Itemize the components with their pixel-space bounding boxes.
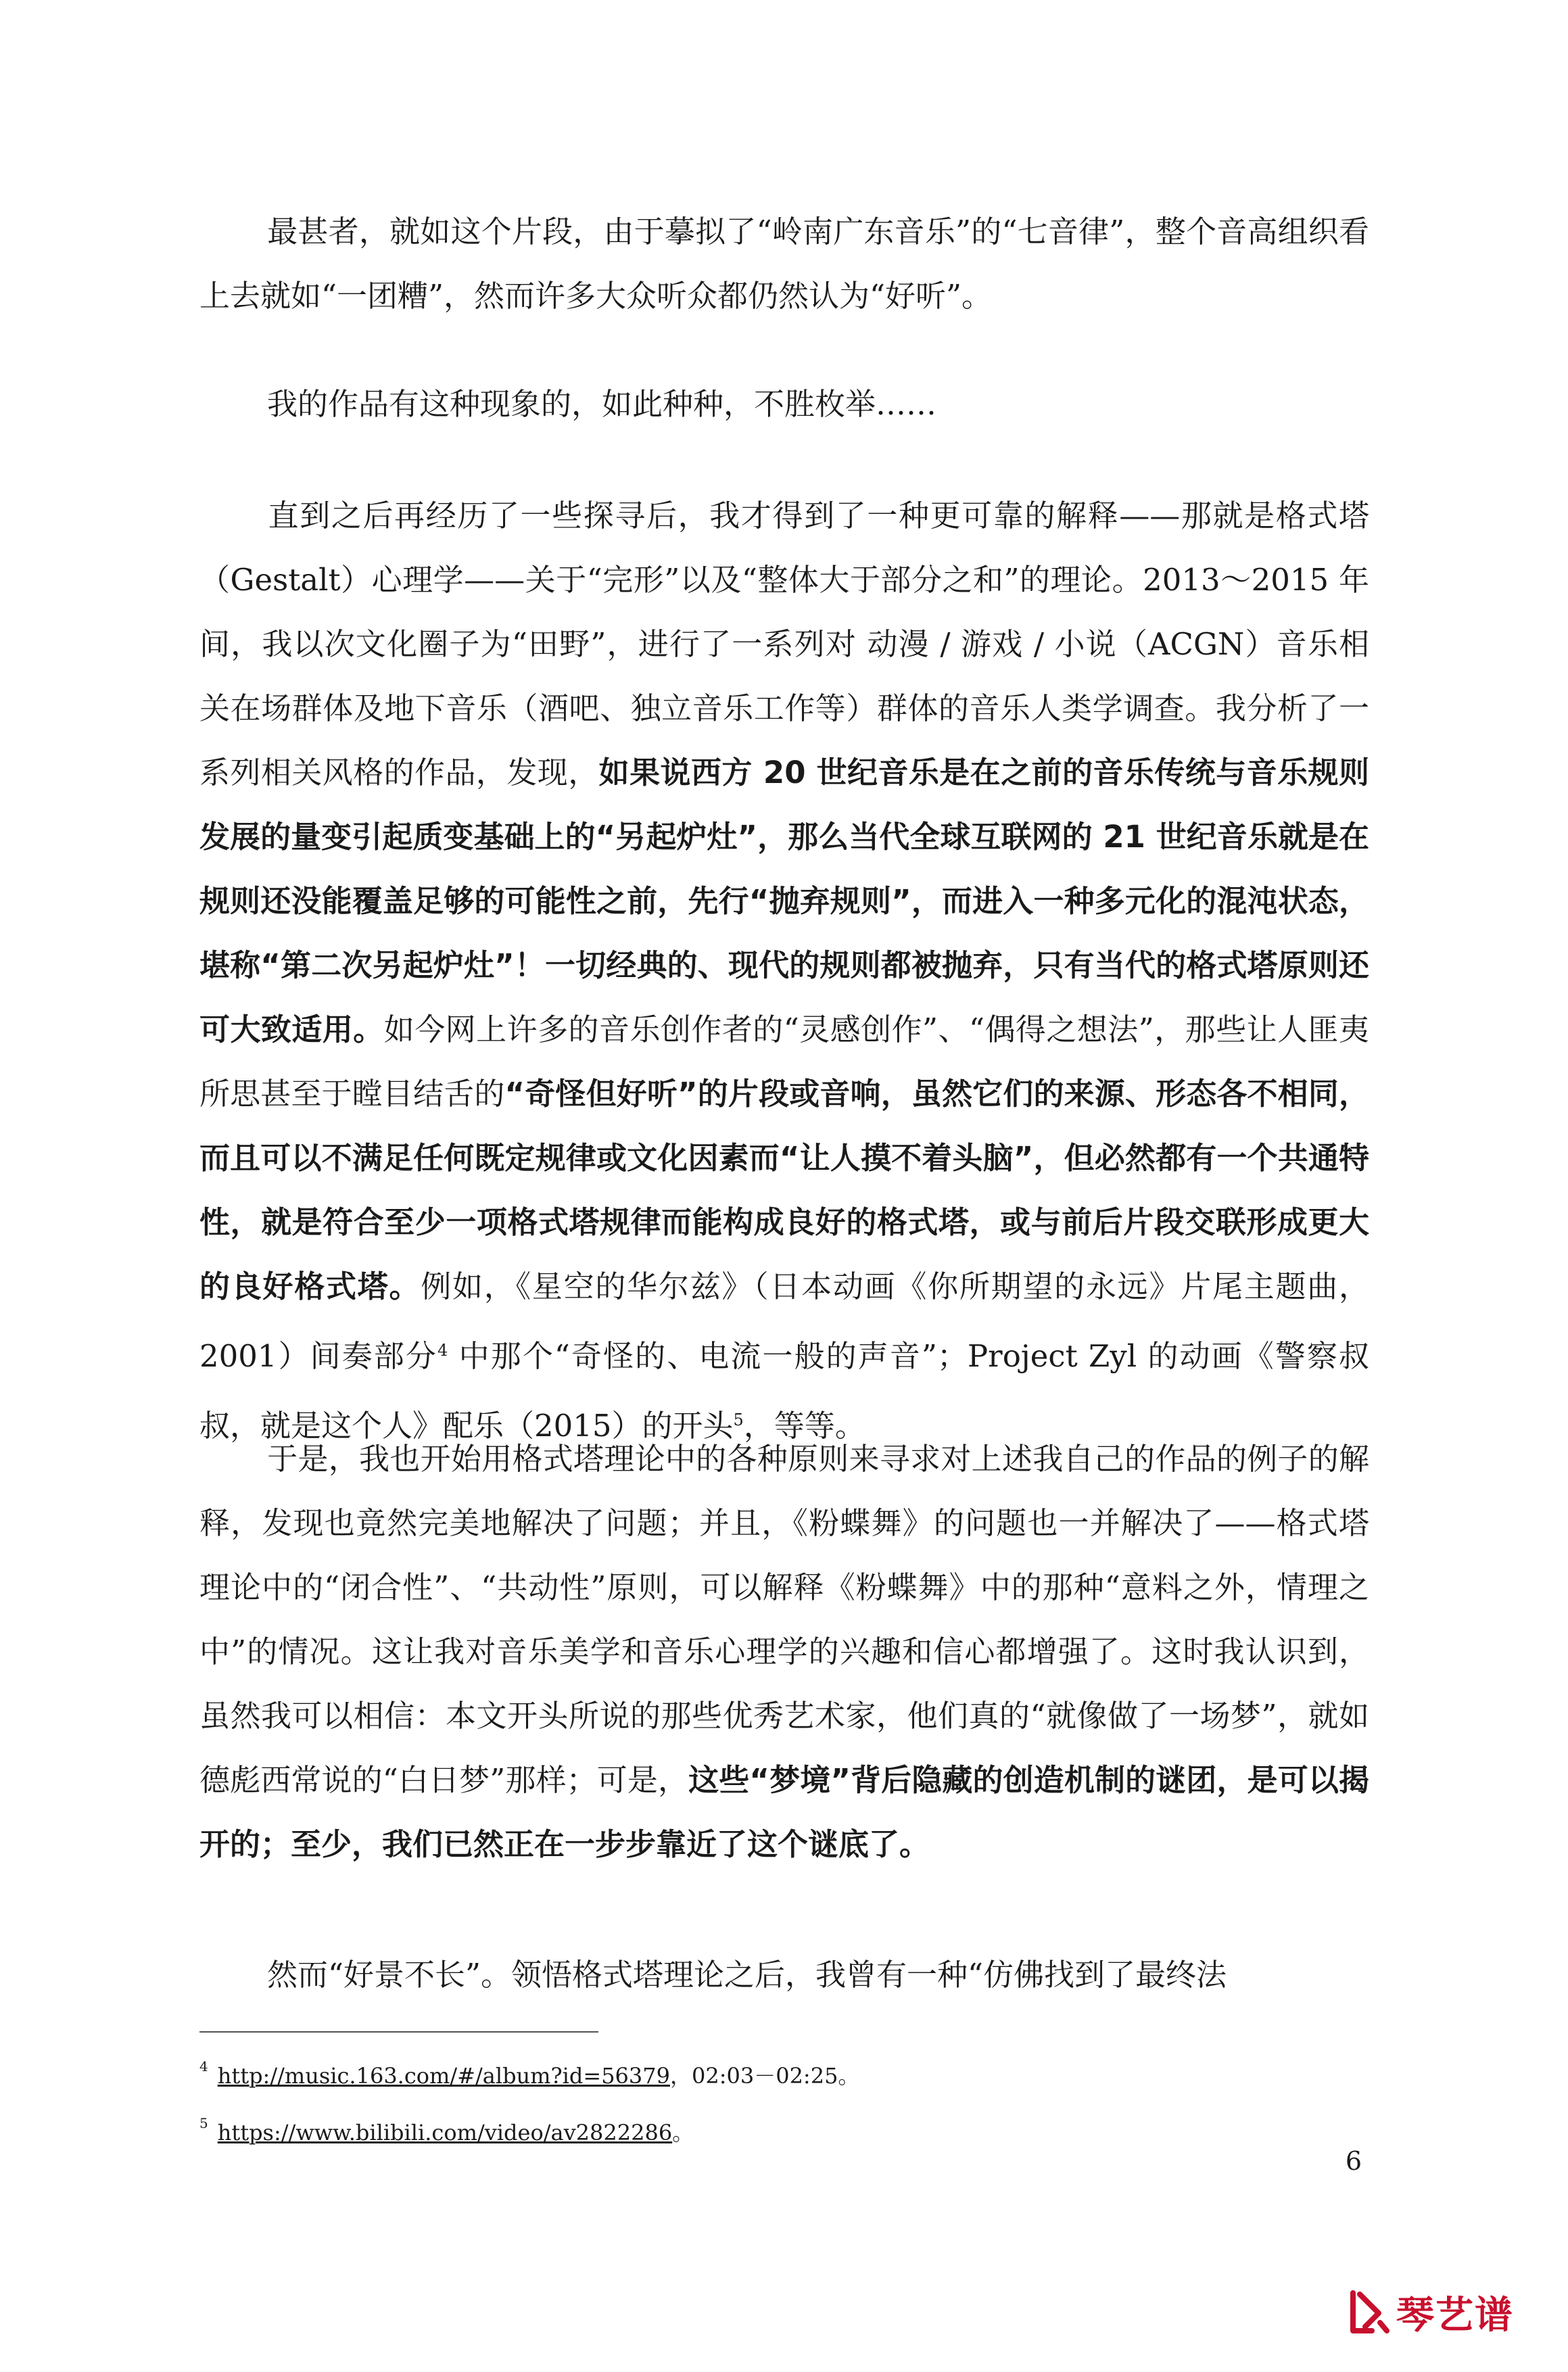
paragraph-3 [199,483,1369,1458]
page-number: 6 [1345,2146,1362,2176]
paragraph-3-text-4: 中那个“奇怪的、电流一般的声音”；Project Zyl 的动画《警察叔叔，就是这个人》配乐（2015）的开头 [199,1338,1369,1444]
paragraph-5 [199,1943,1369,2007]
paragraph-1-text: 最甚者，就如这个片段，由于摹拟了“岭南广东音乐”的“七音律”，整个音高组织看上去就如“一团糟”，然而许多大众听众都仍然认为“好听”。 [199,214,1369,314]
footnote-suffix: ，02:03－02:25。 [669,2063,860,2089]
footnote-number: 5 [199,2115,208,2131]
paragraph-1 [199,199,1369,328]
logo-text: 琴艺谱 [1396,2294,1514,2338]
footnote-link[interactable]: https://www.bilibili.com/video/av2822286 [217,2120,673,2145]
paragraph-4 [199,1427,1369,1876]
paragraph-3-bold-1: 如果说西方 20 世纪音乐是在之前的音乐传统与音乐规则发展的量变引起质变基础上的“另起炉灶”，那么当代全球互联网的 21 世纪音乐就是在规则还没能覆盖足够的可能性之前，先行“抛弃规则”，而进入一种多元化的混沌状态，堪称“第二次另起炉灶”！一切经典的、现代的规则都被抛弃，只有当代的格式塔原则还可大致适用。 [199,755,1369,1047]
paragraph-2-text: 我的作品有这种现象的，如此种种，不胜枚举…… [267,386,937,422]
paragraph-4-text-1: 于是，我也开始用格式塔理论中的各种原则来寻求对上述我自己的作品的例子的解释，发现也竟然完美地解决了问题；并且，《粉蝶舞》的问题也一并解决了——格式塔理论中的“闭合性”、“共动性”原则，可以解释《粉蝶舞》中的那种“意料之外，情理之中”的情况。这让我对音乐美学和音乐心理学的兴趣和信心都增强了。这时我认识到，虽然我可以相信：本文开头所说的那些优秀艺术家，他们真的“就像做了一场梦”，就如德彪西常说的“白日梦”那样；可是， [199,1441,1369,1798]
footnote-ref-5[interactable]: 5 [733,1410,744,1429]
footnote-4 [199,2058,860,2089]
logo-mark-icon [1349,2289,1389,2336]
footnote-suffix: 。 [672,2120,694,2145]
paragraph-3-text-1: 直到之后再经历了一些探寻后，我才得到了一种更可靠的解释——那就是格式塔（Gestalt）心理学——关于“完形”以及“整体大于部分之和”的理论。2013～2015 年间，我以次文化圈子为“田野”，进行了一系列对 动漫 / 游戏 / 小说（ACGN）音乐相关在场群体及地下音乐（酒吧、独立音乐工作等）群体的音乐人类学调查。我分析了一系列相关风格的作品，发现， [199,498,1369,790]
paragraph-5-text: 然而“好景不长”。领悟格式塔理论之后，我曾有一种“仿佛找到了最终法 [267,1957,1227,1993]
footnote-ref-4[interactable]: 4 [437,1341,448,1360]
paragraph-3-text-5: ，等等。 [743,1408,865,1444]
paragraph-3-bold-2: “奇怪但好听”的片段或音响，虽然它们的来源、形态各不相同，而且可以不满足任何既定规律或文化因素而“让人摸不着头脑”，但必然都有一个共通特性，就是符合至少一项格式塔规律而能构成良好的格式塔，或与前后片段交联形成更大的良好格式塔。 [199,1076,1369,1304]
paragraph-2 [199,372,1369,436]
footnote-5 [199,2115,694,2146]
watermark-logo [1349,2285,1514,2340]
footnote-number: 4 [199,2058,208,2074]
paragraph-4-bold-1: 这些“梦境”背后隐藏的创造机制的谜团，是可以揭开的；至少，我们已然正在一步步靠近了这个谜底了。 [199,1762,1370,1862]
paragraph-3-text-2: 如今网上许多的音乐创作者的“灵感创作”、“偶得之想法”，那些让人匪夷所思甚至于瞠目结舌的 [199,1012,1369,1112]
footnote-link[interactable]: http://music.163.com/#/album?id=56379 [217,2063,670,2089]
footnote-divider [199,2031,598,2033]
paragraph-3-text-3: 例如，《星空的华尔兹》（日本动画《你所期望的永远》片尾主题曲，2001）间奏部分 [199,1268,1369,1374]
